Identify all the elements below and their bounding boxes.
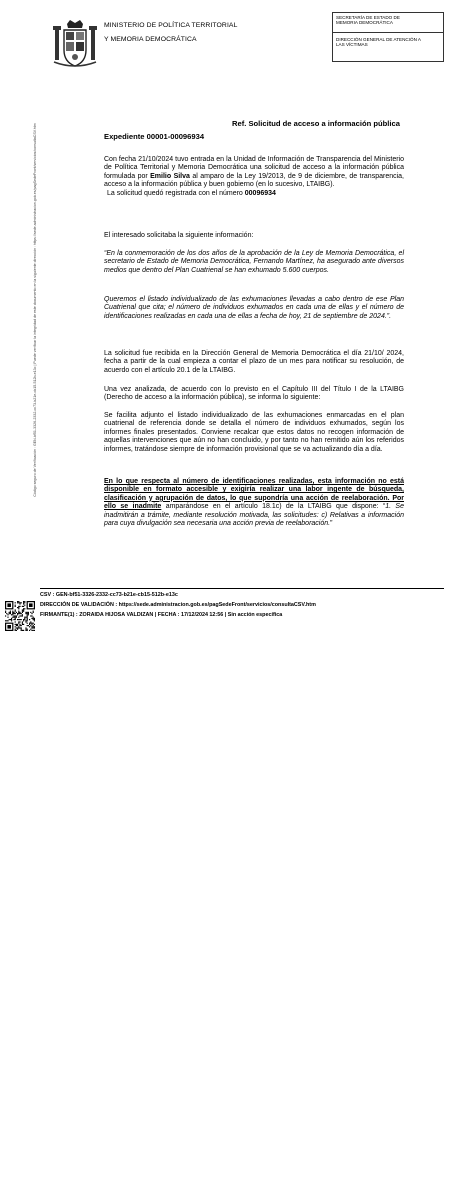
qr-code-icon — [5, 601, 35, 631]
received-paragraph: La solicitud fue recibida en la Dirección General de Memoria Democrática el día 21/10/ 2024, fecha a partir de la cual empieza a contar el plazo de un mes para notificar su resolución, de acuerdo con el artículo 20.1 de la LTAIBG. — [104, 350, 404, 374]
footer-divider — [40, 588, 444, 589]
reference-title: Ref. Solicitud de acceso a información pública — [232, 119, 400, 128]
validation-line: DIRECCIÓN DE VALIDACIÓN : https://sede.administracion.gob.es/pagSedeFront/servicios/consultaCSV.htm — [40, 602, 316, 608]
interesado-paragraph: El interesado solicitaba la siguiente información: — [104, 232, 254, 239]
intro-text-2: al amparo de la Ley 19/2013, de 9 de diciembre, de transparencia, acceso a la información pública y buen gobierno (en lo sucesivo, LTAIBG). — [104, 172, 404, 189]
inadmission-paragraph — [104, 478, 404, 528]
article-quote-close: ” — [330, 520, 333, 528]
intro-text-3: La solicitud quedó registrada con el número — [107, 189, 245, 197]
registration-number: 00096934 — [244, 189, 276, 197]
ministry-name-line1: MINISTERIO DE POLÍTICA TERRITORIAL — [104, 22, 238, 29]
applicant-name: Emilio Silva — [150, 172, 190, 180]
inadmission-text: amparándose en el artículo 18.1c) de la LTAIBG que dispone: “ — [161, 503, 386, 511]
box-line-2: MEMORIA DEMOCRÁTICA — [336, 20, 393, 26]
coat-of-arms-icon — [52, 18, 98, 72]
expediente-title: Expediente 00001-00096934 — [104, 132, 205, 141]
intro-paragraph — [104, 156, 404, 198]
box-line-1: SECRETARÍA DE ESTADO DE — [336, 15, 400, 20]
signer-line: FIRMANTE(1) : ZORAIDA HIJOSA VALDIZAN | FECHA : 17/12/2024 12:56 | Sin acción específica — [40, 612, 283, 618]
intro-text-1: Con fecha 21/10/2024 tuvo entrada en la Unidad de Información de Transparencia del Ministerio de Política Territorial y Memoria Democrática una solicitud de acceso a la información pública formulada por — [104, 156, 404, 180]
ministry-name-line2: Y MEMORIA DEMOCRÁTICA — [104, 36, 197, 43]
csv-line: CSV : GEN-bf51-3326-2332-cc73-b21e-cb15-512b-e13c — [40, 592, 178, 598]
box-line-3: DIRECCIÓN GENERAL DE ATENCIÓN A — [336, 37, 421, 42]
box-line-4: LAS VÍCTIMAS — [336, 42, 368, 48]
provided-paragraph: Se facilita adjunto el listado individualizado de las exhumaciones enmarcadas en el plan cuatrienal de referencia donde se detalla el número de individuos exhumados, según los informes finales presentados. Conviene recalcar que estos datos no recogen información de aquellas intervenciones que aún no han concluido, y por tanto no han remitido aún los referidos informes, tratándose siempre de información provisional que se va actualizando día a día. — [104, 412, 404, 453]
quote-paragraph-1: “En la conmemoración de los dos años de la aprobación de la Ley de Memoria Democrática, el secretario de Estado de Memoria Democrática, Fernando Martínez, ha asegurado ante diversos medios que dentro del Plan Cuatrienal se han exhumado 5.600 cuerpos. — [104, 250, 404, 274]
csv-side-label: Código seguro de Verificación : GEN-bf51-3326-2332-cc73-b21e-cb15-512b-e13c | Puede verificar la integridad de este documento en la siguiente dirección : https://sede.administracion.gob.es/pagSedeFront/servicios/consultaCSV.htm — [33, 123, 37, 497]
analyzed-paragraph: Una vez analizada, de acuerdo con lo previsto en el Capítulo III del Título I de la LTAIBG (Derecho de acceso a la información pública), se informa lo siguiente: — [104, 386, 404, 402]
inadmission-bold-text: En lo que respecta al número de identificaciones realizadas, esta información no está disponible en formato accesible y exigiría realizar una labor ingente de búsqueda, clasificación y agrupación de datos, lo que supondría una acción de reelaboración. Por ello se inadmite — [104, 478, 404, 511]
article-quote: 1. Se inadmitirán a trámite, mediante resolución motivada, las solicitudes: c) Relativas a información para cuya divulgación sea necesaria una acción previa de reelaboración. — [104, 503, 404, 528]
csv-side-text — [30, 50, 40, 570]
department-box — [332, 12, 444, 62]
quote-paragraph-2: Queremos el listado individualizado de las exhumaciones llevadas a cabo dentro de ese Plan Cuatrienal que cita; el número de individuos exhumados en cada una de ellas y el número de identificaciones realizadas en cada una de ellas a fecha de hoy, 21 de septiembre de 2024.”. — [104, 296, 404, 320]
